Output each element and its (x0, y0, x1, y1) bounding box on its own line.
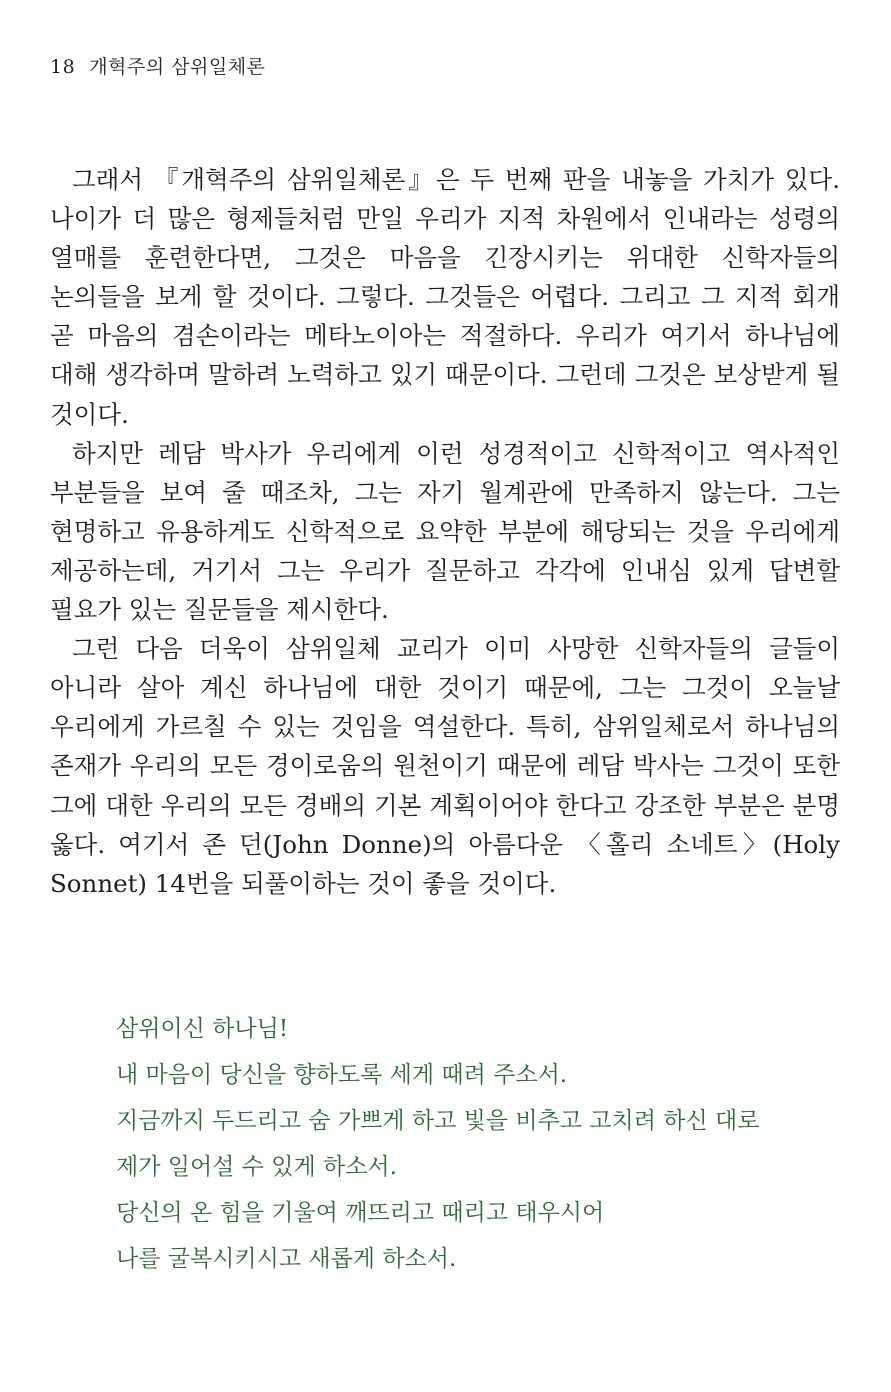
page-number: 18 (50, 56, 76, 78)
book-title: 개혁주의 삼위일체론 (89, 56, 266, 78)
paragraph: 하지만 레담 박사가 우리에게 이런 성경적이고 신학적이고 역사적인 부분들을 보여 줄 때조차, 그는 자기 월계관에 만족하지 않는다. 그는 현명하고 유용하게도 신학적으로 요약한 부분에 해당되는 것을 우리에게 제공하는데, 거기서 그는 우리가 질문하고 각각에 인내심 있게 답변할 필요가 있는 질문들을 제시한다. (50, 438, 840, 625)
poem-line: 지금까지 두드리고 숨 가쁘게 하고 빛을 비추고 고치려 하신 대로 (116, 1108, 760, 1134)
poem-line: 삼위이신 하나님! (116, 1016, 289, 1042)
paragraph: 그런 다음 더욱이 삼위일체 교리가 이미 사망한 신학자들의 글들이 아니라 살아 계신 하나님에 대한 것이기 때문에, 그는 그것이 오늘날 우리에게 가르칠 수 있는 것임을 역설한다. 특히, 삼위일체로서 하나님의 존재가 우리의 모든 경이로움의 원천이기 때문에 레담 박사는 그것이 또한 그에 대한 우리의 모든 경배의 기본 계획이어야 한다고 강조한 부분은 분명 옳다. 여기서 존 던(John Donne)의 아름다운 〈홀리 소네트〉(Holy Sonnet) 14번을 되풀이하는 것이 좋을 것이다. (50, 634, 840, 898)
running-header (50, 52, 265, 79)
poem-line: 제가 일어설 수 있게 하소서. (116, 1154, 397, 1180)
poem-line: 당신의 온 힘을 기울여 깨뜨리고 때리고 태우시어 (116, 1200, 605, 1226)
paragraph: 그래서 『개혁주의 삼위일체론』은 두 번째 판을 내놓을 가치가 있다. 나이가 더 많은 형제들처럼 만일 우리가 지적 차원에서 인내라는 성령의 열매를 훈련한다면, 그것은 마음을 긴장시키는 위대한 신학자들의 논의들을 보게 할 것이다. 그렇다. 그것들은 어렵다. 그리고 그 지적 회개 곧 마음의 겸손이라는 메타노이아는 적절하다. 우리가 여기서 하나님에 대해 생각하며 말하려 노력하고 있기 때문이다. 그런데 그것은 보상받게 될 것이다. (50, 165, 840, 429)
body-text (50, 160, 840, 903)
poem-line: 내 마음이 당신을 향하도록 세게 때려 주소서. (116, 1062, 568, 1088)
poem-line: 나를 굴복시키시고 새롭게 하소서. (116, 1246, 457, 1272)
poem-quote (116, 1010, 836, 1286)
